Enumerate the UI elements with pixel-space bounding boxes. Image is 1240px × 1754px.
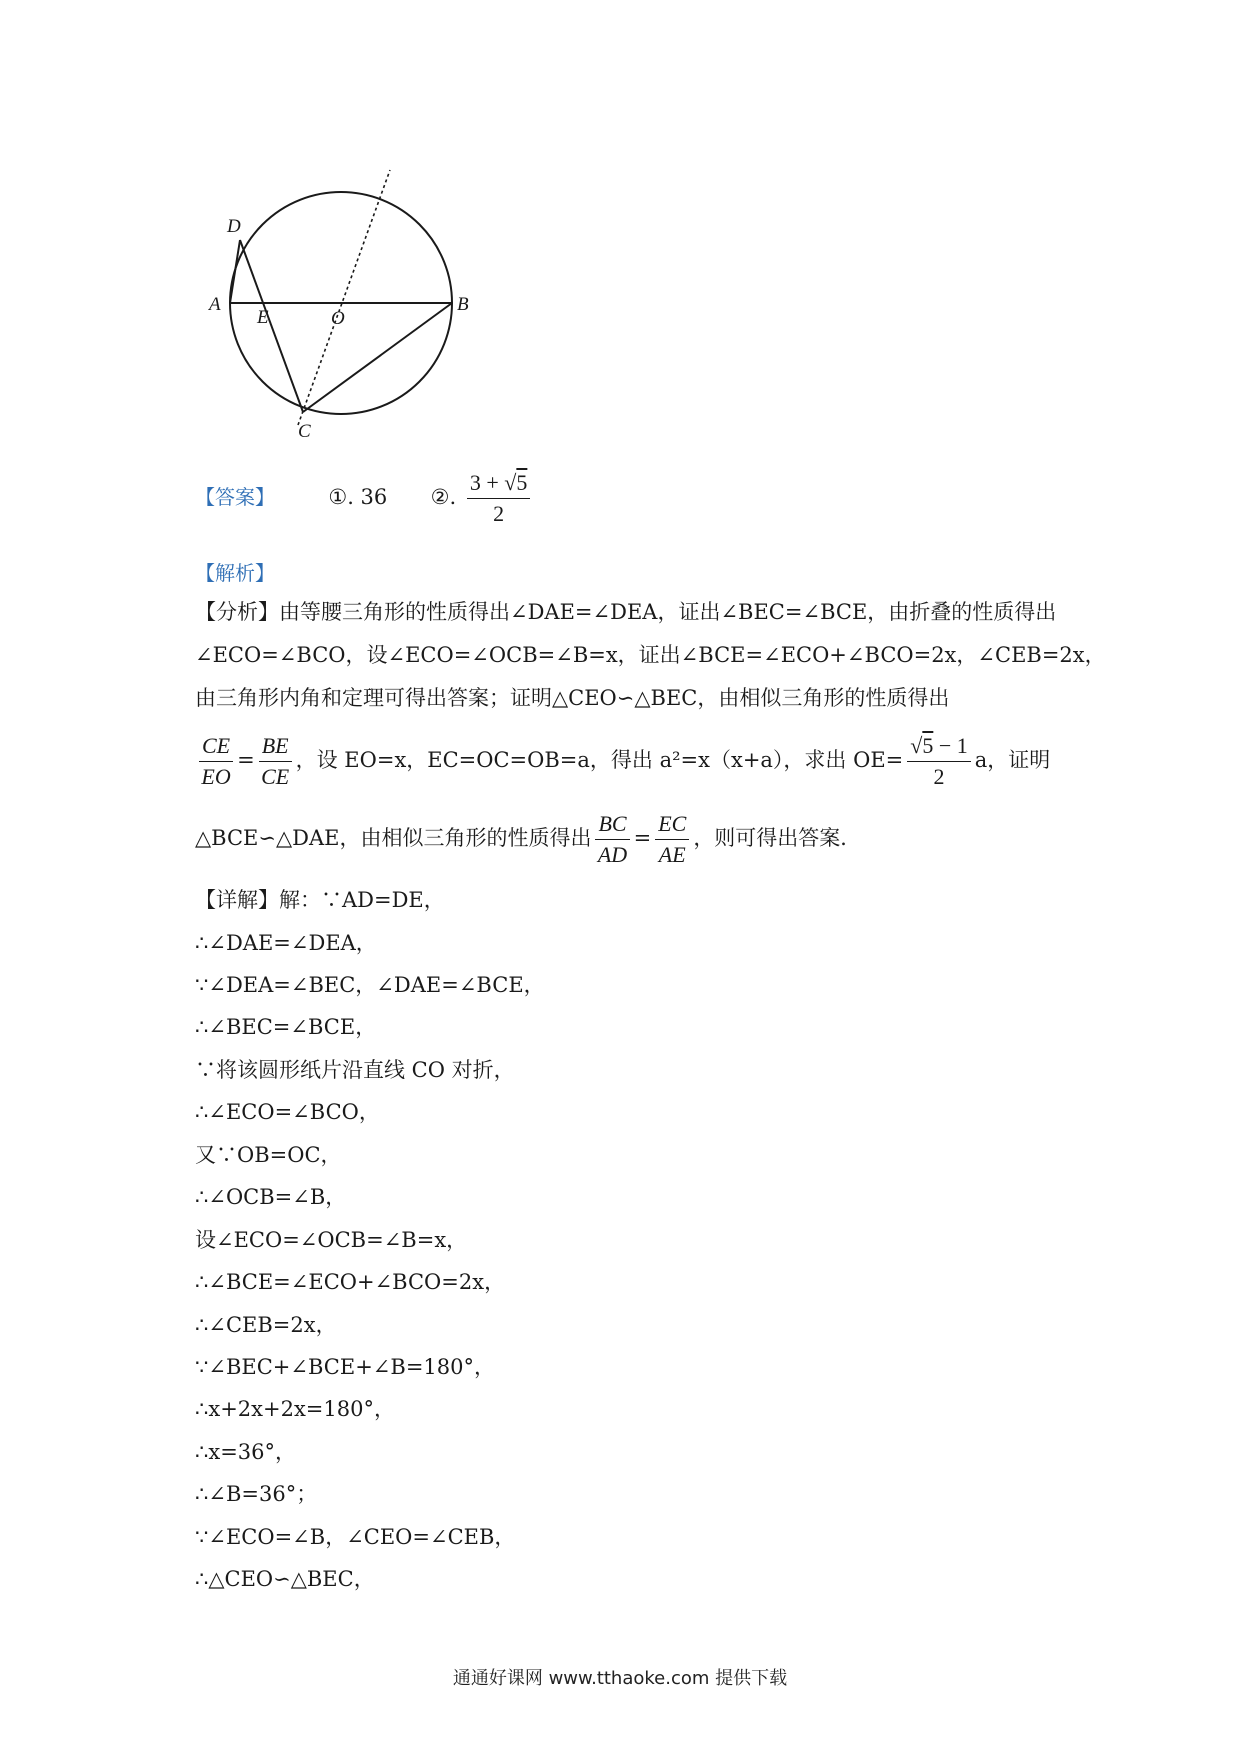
detail-line: 【详解】解：∵AD=DE， bbox=[195, 888, 445, 912]
jiexi-tag-line bbox=[195, 558, 275, 588]
fold-line-co bbox=[298, 170, 390, 425]
jiexi-tag: 【解析】 bbox=[195, 561, 275, 585]
detail-line: ∴∠ECO=∠BCO， bbox=[195, 1100, 380, 1124]
detail-line: ∴∠BCE=∠ECO+∠BCO=2x， bbox=[195, 1270, 506, 1294]
detail-line: ∴∠CEB=2x， bbox=[195, 1313, 337, 1337]
detail-line: ∴x=36°， bbox=[195, 1440, 297, 1464]
detail-line: 设∠ECO=∠OCB=∠B=x， bbox=[195, 1228, 468, 1252]
detail-line: ∴∠BEC=∠BCE， bbox=[195, 1015, 377, 1039]
answer-item-1: ①. 36 bbox=[328, 485, 388, 509]
analysis-line-4-text-2: a，证明 bbox=[974, 748, 1051, 772]
fraction-ec-ae: $\frac{EC}{AE}$ bbox=[655, 811, 689, 868]
fraction-bc-ad: $\frac{BC}{AD}$ bbox=[595, 811, 629, 868]
detail-line: ∴∠DAE=∠DEA， bbox=[195, 931, 377, 955]
detail-line: ∴x+2x+2x=180°， bbox=[195, 1397, 395, 1421]
segment-dc bbox=[240, 240, 303, 412]
detail-line: ∵将该圆形纸片沿直线 CO 对折， bbox=[195, 1058, 515, 1082]
label-e: E bbox=[257, 307, 269, 328]
analysis-line-1: 【分析】由等腰三角形的性质得出∠DAE=∠DEA，证出∠BEC=∠BCE，由折叠的性质得出 bbox=[195, 600, 1057, 624]
detail-line: ∴∠OCB=∠B， bbox=[195, 1185, 347, 1209]
fraction-ce-eo: $\frac{CE}{EO}$ bbox=[199, 733, 233, 790]
answer-line bbox=[195, 470, 534, 527]
footer-watermark: 通通好课网 www.tthaoke.com 提供下载 bbox=[452, 1668, 788, 1689]
analysis-line-4-text-1: ，设 EO=x，EC=OC=OB=a，得出 a²=x（x+a），求出 OE= bbox=[295, 748, 904, 772]
detail-line: ∴∠B=36°； bbox=[195, 1482, 318, 1506]
analysis-line-5-text-1: △BCE∽△DAE，由相似三角形的性质得出 bbox=[195, 826, 592, 850]
analysis-line-2: ∠ECO=∠BCO，设∠ECO=∠OCB=∠B=x，证出∠BCE=∠ECO+∠BCO=2x，∠CEB=2x， bbox=[195, 643, 1106, 667]
detail-line: ∵∠ECO=∠B，∠CEO=∠CEB， bbox=[195, 1525, 516, 1549]
answer-item-2-prefix: ②. bbox=[430, 485, 457, 509]
label-o: O bbox=[331, 308, 345, 329]
fraction-oe: $\frac{√5 - 1}{2}$ bbox=[907, 733, 971, 790]
analysis-line-4: $\frac{CE}{EO}$ = $\frac{BE}{CE}$ ，设 EO=x，EC=OC=OB=a，得出 a²=x（x+a），求出 OE= $\frac{√5 - 1}{2}$ a，证明 bbox=[195, 730, 1050, 790]
detail-line: 又∵OB=OC， bbox=[195, 1143, 342, 1167]
label-b: B bbox=[457, 294, 469, 315]
answer-tag: 【答案】 bbox=[195, 485, 275, 509]
label-d: D bbox=[227, 216, 241, 237]
detail-line: ∵∠DEA=∠BEC，∠DAE=∠BCE， bbox=[195, 973, 545, 997]
fraction-be-ce: $\frac{BE}{CE}$ bbox=[259, 733, 292, 790]
label-a: A bbox=[209, 294, 221, 315]
answer-fraction: $\frac{3 + √5}{2}$ bbox=[467, 470, 531, 527]
analysis-line-5: △BCE∽△DAE，由相似三角形的性质得出 $\frac{BC}{AD}$ = $\frac{EC}{AE}$ ，则可得出答案． bbox=[195, 811, 862, 867]
label-c: C bbox=[298, 421, 311, 442]
analysis-line-5-text-2: ，则可得出答案． bbox=[693, 826, 862, 850]
segment-ad bbox=[230, 240, 240, 303]
analysis-line-3: 由三角形内角和定理可得出答案；证明△CEO∽△BEC，由相似三角形的性质得出 bbox=[195, 686, 950, 710]
geometry-figure bbox=[195, 160, 485, 450]
segment-cb bbox=[303, 303, 452, 412]
detail-line: ∵∠BEC+∠BCE+∠B=180°， bbox=[195, 1355, 495, 1379]
detail-line: ∴△CEO∽△BEC， bbox=[195, 1567, 375, 1591]
